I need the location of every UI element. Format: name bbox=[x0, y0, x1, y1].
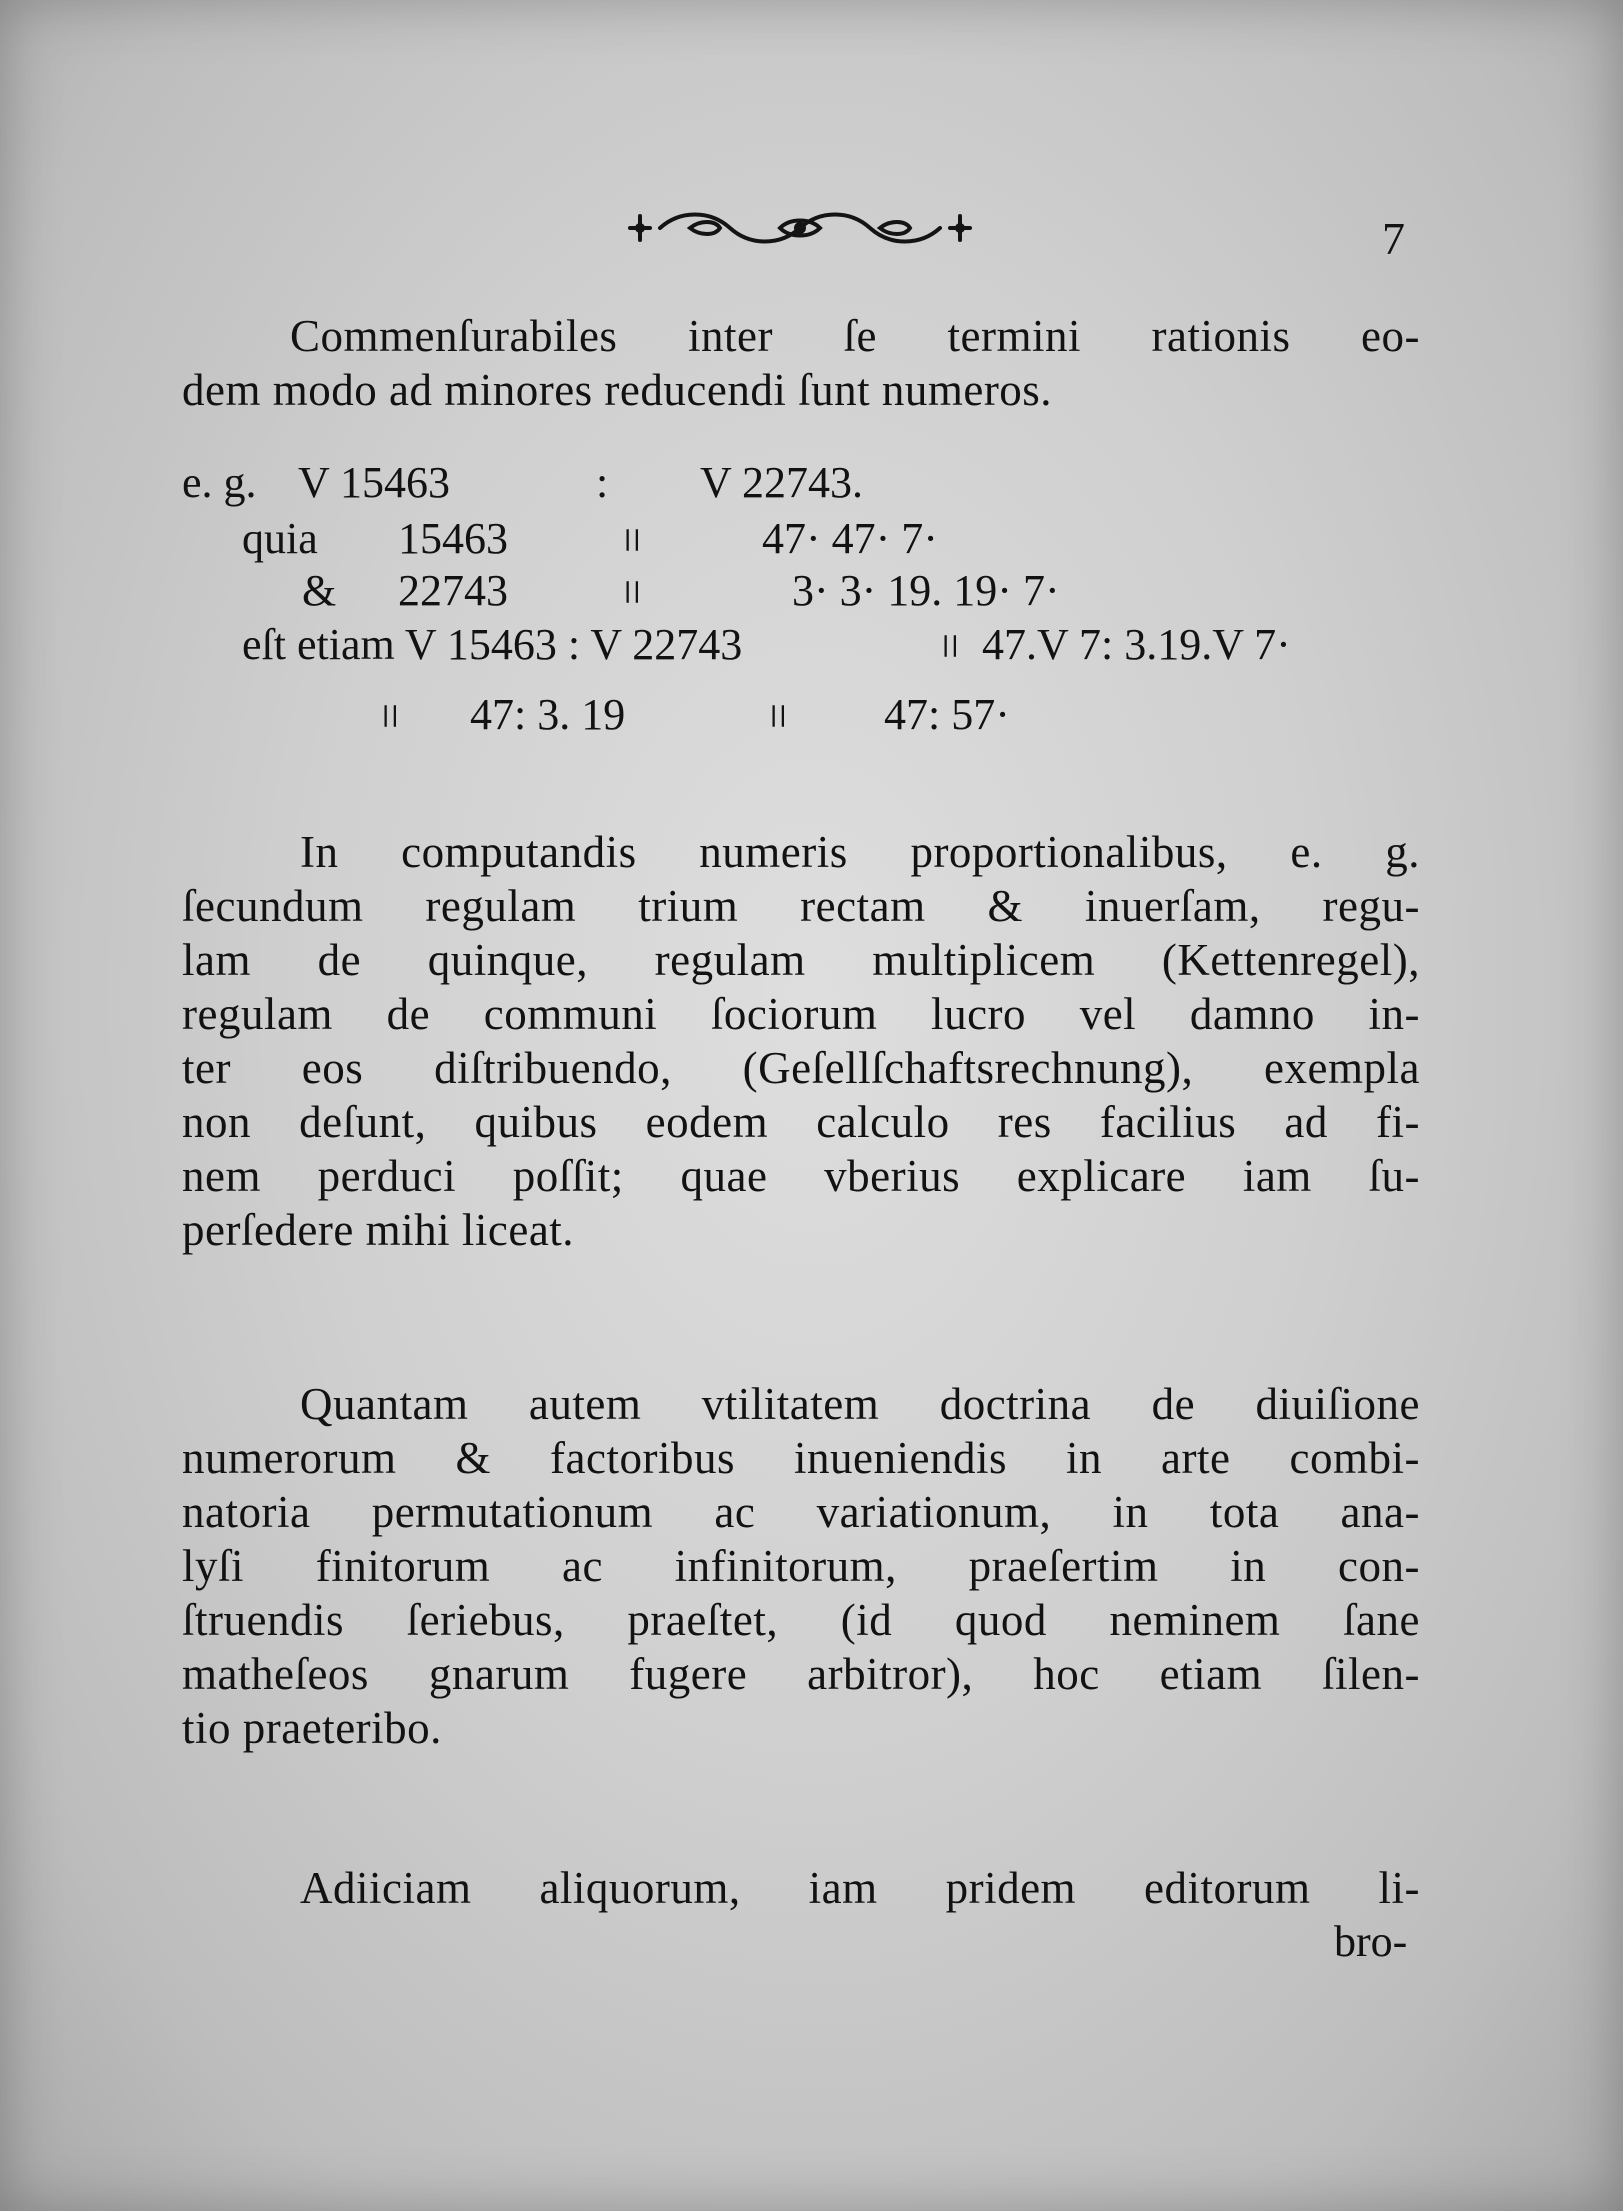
et-factors: 3· 3· 19. 19· 7· bbox=[792, 566, 1060, 615]
example-ratio-colon: : bbox=[596, 458, 609, 507]
para3-line-2: numerorum & factoribus inueniendis in arte combi- bbox=[182, 1433, 1420, 1483]
example-root-2: V 22743. bbox=[700, 458, 863, 507]
result-value: 47: 57· bbox=[884, 690, 1010, 739]
result-equals-1: = bbox=[364, 703, 416, 727]
quia-number: 15463 bbox=[398, 514, 508, 563]
para2-line-5: ter eos diſtribuendo, (Geſellſchaftsrechnung), exempla bbox=[182, 1043, 1420, 1093]
etiam-expression: eſt etiam V 15463 : V 22743 bbox=[242, 620, 743, 669]
intro-line-1: Commenſurabiles inter ſe termini rationis eo- bbox=[290, 311, 1420, 361]
para2-line-7: nem perduci poſſit; quae vberius explicare iam ſu- bbox=[182, 1151, 1420, 1201]
para3-line-3: natoria permutationum ac variationum, in tota ana- bbox=[182, 1487, 1420, 1537]
quia-factors: 47· 47· 7· bbox=[762, 514, 938, 563]
etiam-equals: = bbox=[924, 633, 976, 657]
para3-line-4: lyſi finitorum ac infinitorum, praeſertim in con- bbox=[182, 1541, 1420, 1591]
et-equals: = bbox=[606, 579, 658, 603]
para2-line-6: non deſunt, quibus eodem calculo res facilius ad fi- bbox=[182, 1097, 1420, 1147]
para2-line-4: regulam de communi ſociorum lucro vel damno in- bbox=[182, 989, 1420, 1039]
page-number: 7 bbox=[1382, 213, 1405, 264]
quia-equals: = bbox=[606, 527, 658, 551]
example-label: e. g. bbox=[182, 458, 257, 507]
para3-line-5: ſtruendis ſeriebus, praeſtet, (id quod neminem ſane bbox=[182, 1595, 1420, 1645]
para3-line-1: Quantam autem vtilitatem doctrina de diuiſione bbox=[300, 1379, 1420, 1429]
para2-line-1: In computandis numeris proportionalibus, e. g. bbox=[300, 827, 1420, 877]
quia-label: quia bbox=[242, 514, 318, 563]
para2-line-8: perſedere mihi liceat. bbox=[182, 1205, 575, 1255]
et-number: 22743 bbox=[398, 566, 508, 615]
etiam-result: 47.V 7: 3.19.V 7· bbox=[982, 620, 1291, 669]
catchword: bro- bbox=[1334, 1917, 1408, 1966]
para2-line-3: lam de quinque, regulam multiplicem (Kettenregel), bbox=[182, 935, 1420, 985]
para3-line-6: matheſeos gnarum fugere arbitror), hoc etiam ſilen- bbox=[182, 1649, 1420, 1699]
result-expression: 47: 3. 19 bbox=[470, 690, 626, 739]
header-ornament bbox=[620, 200, 980, 256]
example-root-1: V 15463 bbox=[298, 458, 450, 507]
para3-line-7: tio praeteribo. bbox=[182, 1703, 442, 1753]
intro-line-2: dem modo ad minores reducendi ſunt numeros. bbox=[182, 365, 1053, 415]
et-label: & bbox=[302, 566, 337, 615]
para2-line-2: ſecundum regulam trium rectam & inuerſam, regu- bbox=[182, 881, 1420, 931]
para4-line-1: Adiiciam aliquorum, iam pridem editorum li- bbox=[300, 1863, 1420, 1913]
result-equals-2: = bbox=[752, 703, 804, 727]
